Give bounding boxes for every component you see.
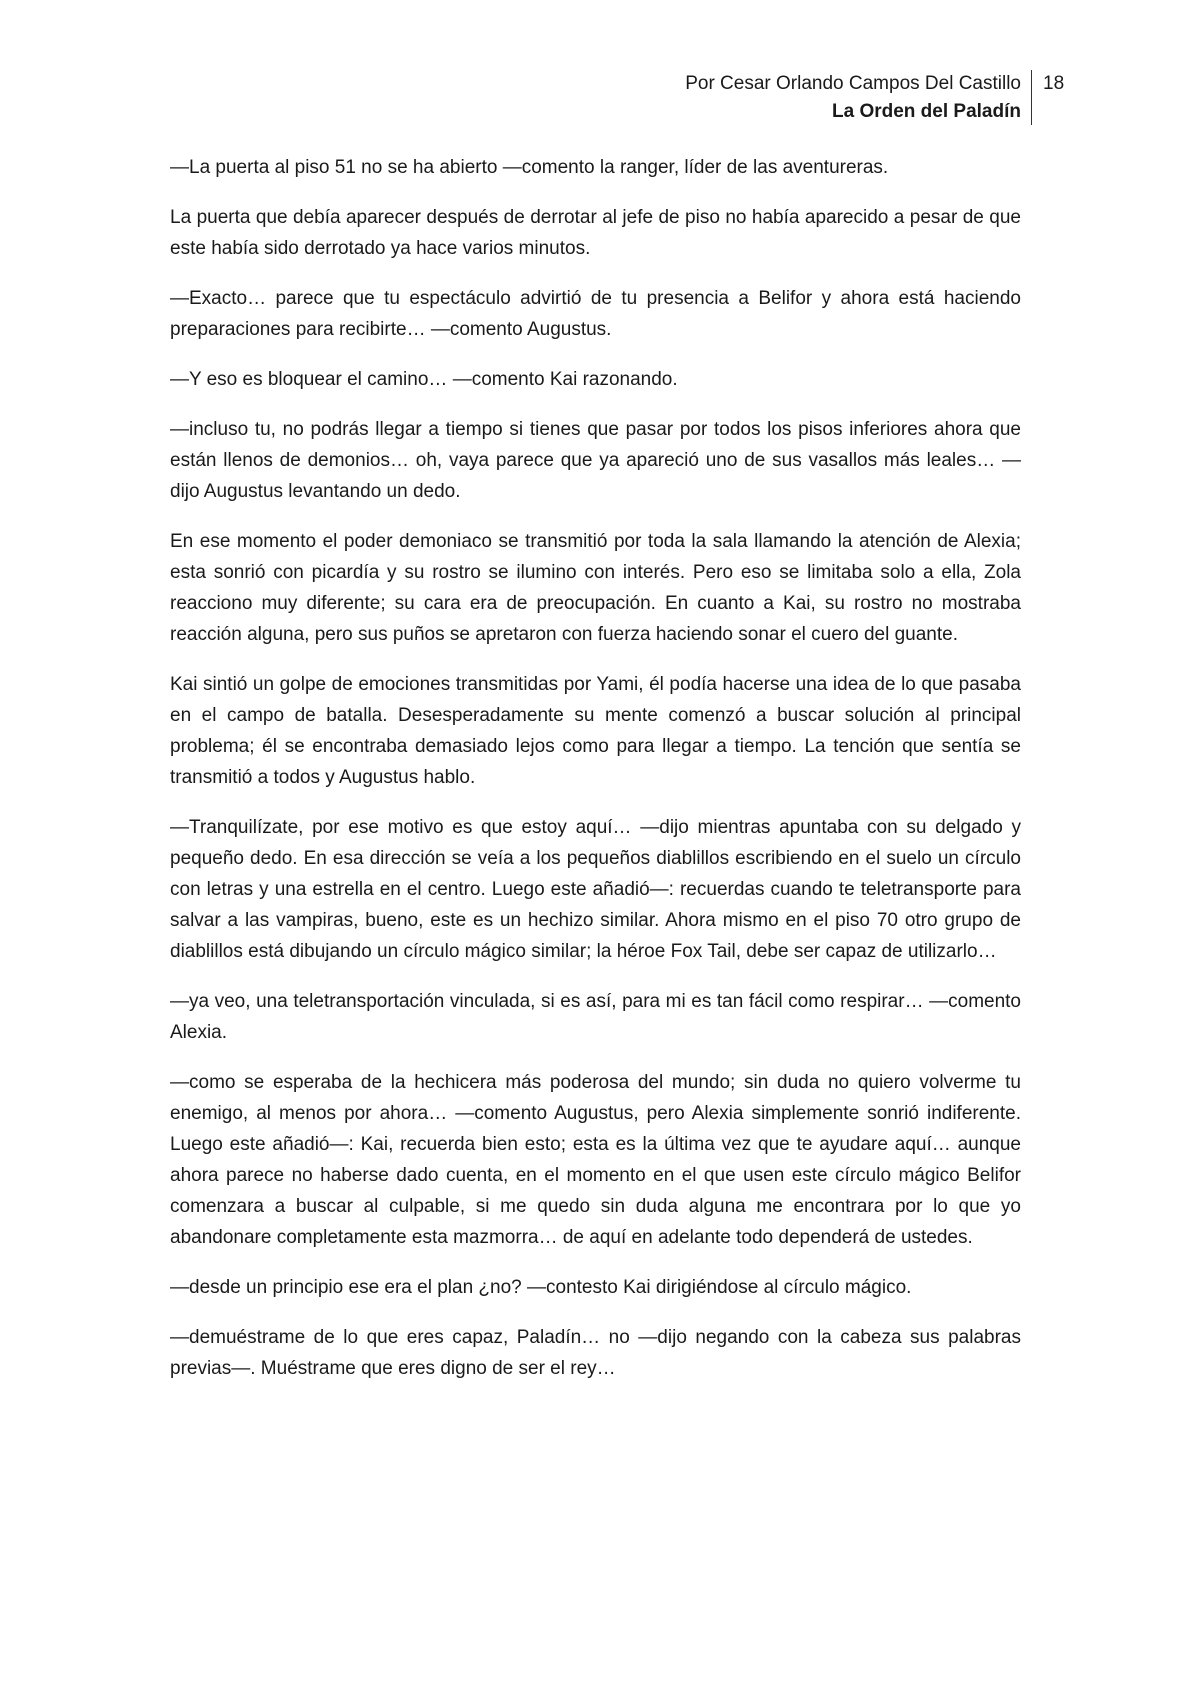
page-body	[170, 152, 1021, 1403]
paragraph: —ya veo, una teletransportación vinculada, si es así, para mi es tan fácil como respirar… —comento Alexia.	[170, 991, 1021, 1043]
paragraph: —como se esperaba de la hechicera más poderosa del mundo; sin duda no quiero volverme tu enemigo, al menos por ahora… —comento Augustus, pero Alexia simplemente sonrió indiferente. Luego este añadió—: Kai, recuerda bien esto; esta es la última vez que te ayudare aquí… aunque ahora parece no haberse dado cuenta, en el momento en el que usen este círculo mágico Belifor comenzara a buscar al culpable, si me quedo sin duda alguna me encontrara por lo que yo abandonare completamente esta mazmorra… de aquí en adelante todo dependerá de ustedes.	[170, 1072, 1021, 1248]
paragraph: Kai sintió un golpe de emociones transmitidas por Yami, él podía hacerse una idea de lo que pasaba en el campo de batalla. Desesperadamente su mente comenzó a buscar solución al principal problema; él se encontraba demasiado lejos como para llegar a tiempo. La tención que sentía se transmitió a todos y Augustus hablo.	[170, 674, 1021, 788]
paragraph: —incluso tu, no podrás llegar a tiempo si tienes que pasar por todos los pisos inferiores ahora que están llenos de demonios… oh, vaya parece que ya apareció uno de sus vasallos más leales… —dijo Augustus levantando un dedo.	[170, 419, 1021, 502]
header-divider	[1031, 70, 1032, 125]
paragraph: —La puerta al piso 51 no se ha abierto —comento la ranger, líder de las aventureras.	[170, 157, 889, 178]
page-header	[685, 70, 1021, 126]
header-book-title: La Orden del Paladín	[832, 101, 1021, 122]
paragraph: —Exacto… parece que tu espectáculo advirtió de tu presencia a Belifor y ahora está haciendo preparaciones para recibirte… —comento Augustus.	[170, 288, 1021, 340]
paragraph: —Y eso es bloquear el camino… —comento Kai razonando.	[170, 369, 678, 390]
page-number: 18	[1043, 73, 1065, 94]
paragraph: La puerta que debía aparecer después de derrotar al jefe de piso no había aparecido a pesar de que este había sido derrotado ya hace varios minutos.	[170, 207, 1021, 259]
paragraph: —Tranquilízate, por ese motivo es que estoy aquí… —dijo mientras apuntaba con su delgado y pequeño dedo. En esa dirección se veía a los pequeños diablillos escribiendo en el suelo un círculo con letras y una estrella en el centro. Luego este añadió—: recuerdas cuando te teletransporte para salvar a las vampiras, bueno, este es un hechizo similar. Ahora mismo en el piso 70 otro grupo de diablillos está dibujando un círculo mágico similar; la héroe Fox Tail, debe ser capaz de utilizarlo…	[170, 817, 1021, 962]
header-author: Por Cesar Orlando Campos Del Castillo	[685, 73, 1021, 94]
paragraph: —demuéstrame de lo que eres capaz, Paladín… no —dijo negando con la cabeza sus palabras previas—. Muéstrame que eres digno de ser el rey…	[170, 1327, 1021, 1379]
paragraph: En ese momento el poder demoniaco se transmitió por toda la sala llamando la atención de Alexia; esta sonrió con picardía y su rostro se ilumino con interés. Pero eso se limitaba solo a ella, Zola reacciono muy diferente; su cara era de preocupación. En cuanto a Kai, su rostro no mostraba reacción alguna, pero sus puños se apretaron con fuerza haciendo sonar el cuero del guante.	[170, 531, 1021, 645]
paragraph: —desde un principio ese era el plan ¿no? —contesto Kai dirigiéndose al círculo mágico.	[170, 1277, 912, 1298]
